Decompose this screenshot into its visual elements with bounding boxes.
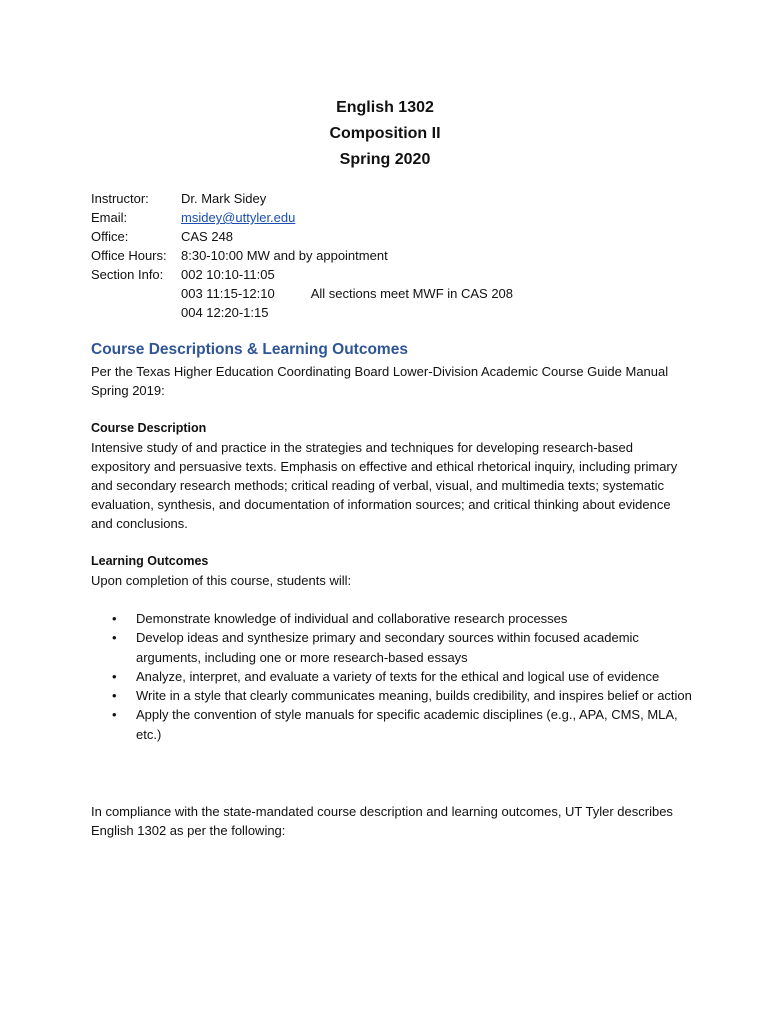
office-row [91,227,513,246]
office-label: Office: [91,229,129,244]
course-description-heading: Course Description [91,421,207,435]
instructor-info [91,189,513,322]
office-hours-label: Office Hours: [91,248,167,263]
office-hours-row [91,246,513,265]
section-item: 002 10:10-11:05 [181,267,275,282]
list-item: • Analyze, interpret, and evaluate a variety of texts for the ethical and logical use of evidence [112,667,692,686]
learning-outcomes-list [112,609,692,744]
compliance-paragraph: In compliance with the state-mandated course description and learning outcomes, UT Tyler describes English 1302 as per the following: [91,804,673,838]
course-name: Composition II [329,125,441,142]
email-label: Email: [91,210,128,225]
section-row [91,265,513,284]
section-row [91,303,513,322]
email-link[interactable]: msidey@uttyler.edu [181,210,296,225]
course-title-block [0,95,770,173]
list-item: • Apply the convention of style manuals for specific academic disciplines (e.g., APA, CMS, MLA, etc.) [112,705,692,744]
instructor-name: Dr. Mark Sidey [181,191,267,206]
list-item: • Develop ideas and synthesize primary and secondary sources within focused academic arguments, including one or more research-based essays [112,628,692,667]
intro-paragraph: Per the Texas Higher Education Coordinating Board Lower-Division Academic Course Guide Manual Spring 2019: [91,364,669,398]
list-item: • Write in a style that clearly communicates meaning, builds credibility, and inspires belief or action [112,686,692,705]
learning-outcomes-heading: Learning Outcomes [91,554,209,568]
section-heading: Course Descriptions & Learning Outcomes [91,341,408,358]
course-term: Spring 2020 [339,151,431,168]
list-item: • Demonstrate knowledge of individual and collaborative research processes [112,609,692,628]
learning-outcomes-intro: Upon completion of this course, students will: [91,573,352,588]
course-number: English 1302 [336,99,434,116]
course-description-text: Intensive study of and practice in the strategies and techniques for developing research-based expository and persuasive texts. Emphasis on effective and ethical rhetorical inquiry, including primary and secondary research methods; critical reading of verbal, visual, and multimedia texts; systematic evaluation, synthesis, and documentation of information sources; and critical thinking about evidence and conclusions. [91,440,678,531]
office-location: CAS 248 [181,229,234,244]
instructor-label: Instructor: [91,191,149,206]
section-meeting-note: All sections meet MWF in CAS 208 [310,286,514,301]
instructor-row [91,189,513,208]
section-item: 003 11:15-12:10 [181,286,275,301]
section-row [91,284,513,303]
section-item: 004 12:20-1:15 [181,305,269,320]
email-row [91,208,513,227]
section-label: Section Info: [91,267,164,282]
office-hours-value: 8:30-10:00 MW and by appointment [181,248,388,263]
